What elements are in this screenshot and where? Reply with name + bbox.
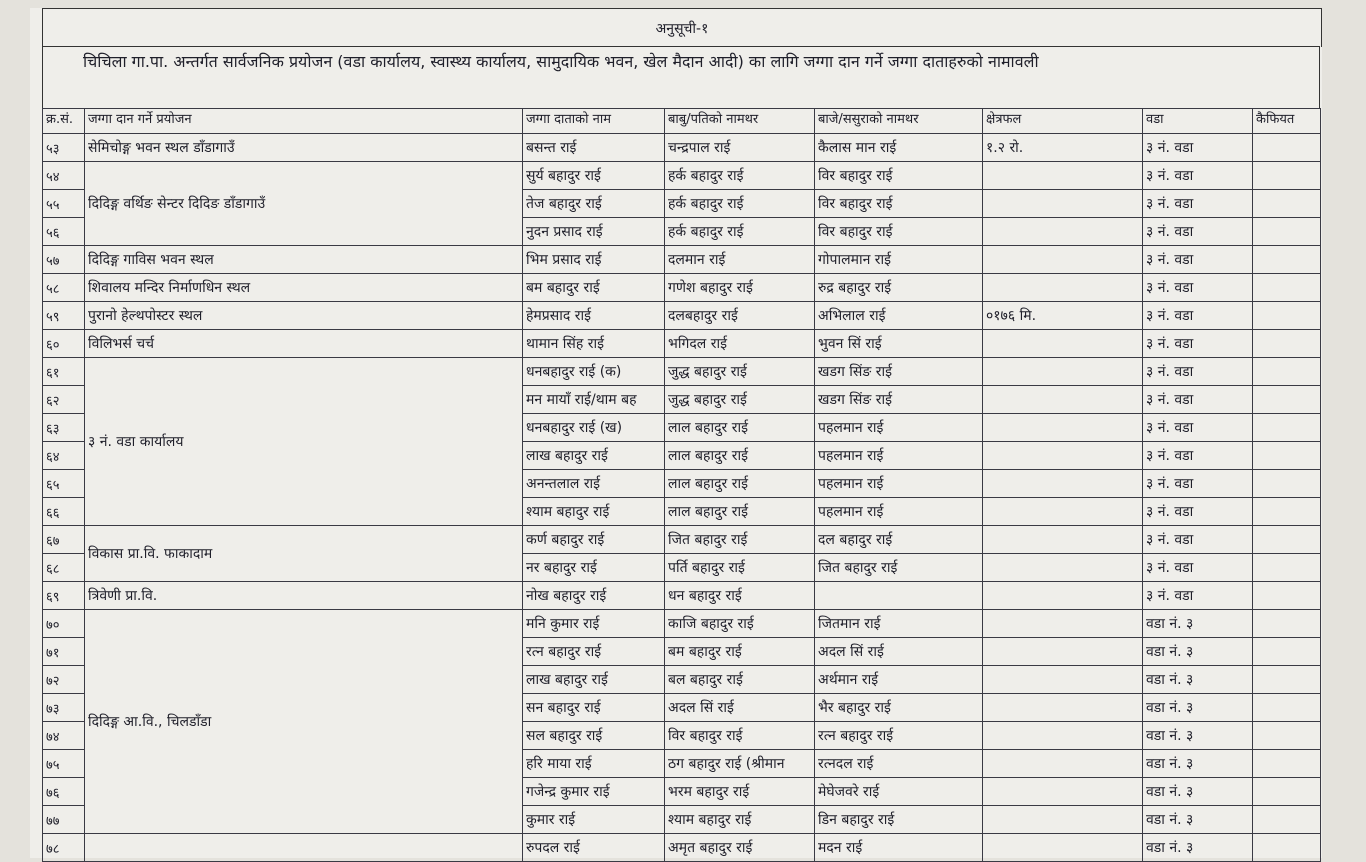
remark-cell: [1253, 694, 1321, 722]
ward-cell: ३ नं. वडा: [1143, 330, 1253, 358]
ward-cell: वडा नं. ३: [1143, 722, 1253, 750]
grandfather-name-cell: विर बहादुर राई: [815, 218, 983, 246]
donor-name-cell: बसन्त राई: [523, 134, 665, 162]
donor-name-cell: नुदन प्रसाद राई: [523, 218, 665, 246]
ward-cell: ३ नं. वडा: [1143, 190, 1253, 218]
serial-cell: ६१: [43, 358, 85, 386]
donor-name-cell: कर्ण बहादुर राई: [523, 526, 665, 554]
serial-cell: ६८: [43, 554, 85, 582]
ward-cell: ३ नं. वडा: [1143, 470, 1253, 498]
remark-cell: [1253, 834, 1321, 862]
col-header-grandfather: बाजे/ससुराको नामथर: [815, 109, 983, 134]
father-name-cell: विर बहादुर राई: [665, 722, 815, 750]
ward-cell: ३ नं. वडा: [1143, 358, 1253, 386]
remark-cell: [1253, 610, 1321, 638]
table-row: [43, 526, 1321, 554]
donor-name-cell: हरि माया राई: [523, 750, 665, 778]
table-row: [43, 582, 1321, 610]
ward-cell: ३ नं. वडा: [1143, 442, 1253, 470]
donor-name-cell: थामान सिंह राई: [523, 330, 665, 358]
serial-cell: ६४: [43, 442, 85, 470]
donor-name-cell: अनन्तलाल राई: [523, 470, 665, 498]
purpose-cell: ३ नं. वडा कार्यालय: [85, 358, 523, 526]
area-cell: [983, 554, 1143, 582]
father-name-cell: बम बहादुर राई: [665, 638, 815, 666]
grandfather-name-cell: पहलमान राई: [815, 442, 983, 470]
area-cell: [983, 246, 1143, 274]
col-header-father: बाबु/पतिको नामथर: [665, 109, 815, 134]
serial-cell: ६५: [43, 470, 85, 498]
serial-cell: ५४: [43, 162, 85, 190]
grandfather-name-cell: अदल सिं राई: [815, 638, 983, 666]
table-row: [43, 358, 1321, 386]
purpose-cell: सेमिचोङ्ग भवन स्थल डाँडागाउँ: [85, 134, 523, 162]
ward-cell: ३ नं. वडा: [1143, 386, 1253, 414]
father-name-cell: ठग बहादुर राई (श्रीमान: [665, 750, 815, 778]
grandfather-name-cell: भैर बहादुर राई: [815, 694, 983, 722]
ward-cell: ३ नं. वडा: [1143, 582, 1253, 610]
grandfather-name-cell: जितमान राई: [815, 610, 983, 638]
table-row: [43, 302, 1321, 330]
grandfather-name-cell: विर बहादुर राई: [815, 190, 983, 218]
father-name-cell: गणेश बहादुर राई: [665, 274, 815, 302]
ward-cell: वडा नं. ३: [1143, 834, 1253, 862]
document-sheet: [30, 8, 1322, 858]
area-cell: [983, 498, 1143, 526]
remark-cell: [1253, 582, 1321, 610]
father-name-cell: हर्क बहादुर राई: [665, 162, 815, 190]
serial-cell: ७३: [43, 694, 85, 722]
donor-name-cell: गजेन्द्र कुमार राई: [523, 778, 665, 806]
area-cell: [983, 470, 1143, 498]
area-cell: [983, 218, 1143, 246]
table-row: [43, 134, 1321, 162]
donor-name-cell: मनि कुमार राई: [523, 610, 665, 638]
remark-cell: [1253, 498, 1321, 526]
area-cell: १.२ रो.: [983, 134, 1143, 162]
remark-cell: [1253, 554, 1321, 582]
document-title: चिचिला गा.पा. अन्तर्गत सार्वजनिक प्रयोजन (वडा कार्यालय, स्वास्थ्य कार्यालय, सामुदायिक भवन, खेल मैदान आदी) का लागि जग्गा दान गर्ने जग्गा दाताहरुको नामावली: [42, 46, 1320, 108]
remark-cell: [1253, 638, 1321, 666]
area-cell: [983, 526, 1143, 554]
remark-cell: [1253, 722, 1321, 750]
grandfather-name-cell: [815, 582, 983, 610]
remark-cell: [1253, 750, 1321, 778]
ward-cell: ३ नं. वडा: [1143, 554, 1253, 582]
donor-name-cell: लाख बहादुर राई: [523, 442, 665, 470]
serial-cell: ६३: [43, 414, 85, 442]
remark-cell: [1253, 190, 1321, 218]
donor-name-cell: भिम प्रसाद राई: [523, 246, 665, 274]
grandfather-name-cell: गोपालमान राई: [815, 246, 983, 274]
area-cell: [983, 610, 1143, 638]
serial-cell: ७७: [43, 806, 85, 834]
father-name-cell: जित बहादुर राई: [665, 526, 815, 554]
col-header-purpose: जग्गा दान गर्ने प्रयोजन: [85, 109, 523, 134]
area-cell: [983, 694, 1143, 722]
donor-name-cell: बम बहादुर राई: [523, 274, 665, 302]
table-row: [43, 246, 1321, 274]
serial-cell: ५८: [43, 274, 85, 302]
ward-cell: ३ नं. वडा: [1143, 526, 1253, 554]
father-name-cell: लाल बहादुर राई: [665, 414, 815, 442]
area-cell: [983, 834, 1143, 862]
col-header-remark: कैफियत: [1253, 109, 1321, 134]
ward-cell: ३ नं. वडा: [1143, 302, 1253, 330]
purpose-cell: दिदिङ्ग वर्थिङ सेन्टर दिदिङ डाँडागाउँ: [85, 162, 523, 246]
col-header-donor: जग्गा दाताको नाम: [523, 109, 665, 134]
ward-cell: वडा नं. ३: [1143, 778, 1253, 806]
grandfather-name-cell: अभिलाल राई: [815, 302, 983, 330]
father-name-cell: दलमान राई: [665, 246, 815, 274]
donor-name-cell: सल बहादुर राई: [523, 722, 665, 750]
purpose-cell: त्रिवेणी प्रा.वि.: [85, 582, 523, 610]
father-name-cell: पर्ति बहादुर राई: [665, 554, 815, 582]
father-name-cell: भरम बहादुर राई: [665, 778, 815, 806]
father-name-cell: हर्क बहादुर राई: [665, 190, 815, 218]
ward-cell: ३ नं. वडा: [1143, 134, 1253, 162]
remark-cell: [1253, 162, 1321, 190]
ward-cell: ३ नं. वडा: [1143, 498, 1253, 526]
area-cell: [983, 582, 1143, 610]
serial-cell: ७२: [43, 666, 85, 694]
donor-name-cell: हेमप्रसाद राई: [523, 302, 665, 330]
remark-cell: [1253, 442, 1321, 470]
area-cell: [983, 414, 1143, 442]
remark-cell: [1253, 666, 1321, 694]
serial-cell: ६६: [43, 498, 85, 526]
father-name-cell: लाल बहादुर राई: [665, 498, 815, 526]
purpose-cell: दिदिङ्ग आ.वि., चिलडाँडा: [85, 610, 523, 834]
serial-cell: ५९: [43, 302, 85, 330]
grandfather-name-cell: डिन बहादुर राई: [815, 806, 983, 834]
ward-cell: वडा नं. ३: [1143, 806, 1253, 834]
area-cell: [983, 778, 1143, 806]
father-name-cell: काजि बहादुर राई: [665, 610, 815, 638]
serial-cell: ७५: [43, 750, 85, 778]
table-header-row: [43, 109, 1321, 134]
serial-cell: ७४: [43, 722, 85, 750]
remark-cell: [1253, 358, 1321, 386]
grandfather-name-cell: रत्नदल राई: [815, 750, 983, 778]
donor-name-cell: कुमार राई: [523, 806, 665, 834]
serial-cell: ७०: [43, 610, 85, 638]
serial-cell: ७८: [43, 834, 85, 862]
grandfather-name-cell: जित बहादुर राई: [815, 554, 983, 582]
grandfather-name-cell: अर्थमान राई: [815, 666, 983, 694]
father-name-cell: लाल बहादुर राई: [665, 442, 815, 470]
remark-cell: [1253, 414, 1321, 442]
serial-cell: ६०: [43, 330, 85, 358]
donor-name-cell: धनबहादुर राई (ख): [523, 414, 665, 442]
ward-cell: वडा नं. ३: [1143, 666, 1253, 694]
table-row: [43, 330, 1321, 358]
grandfather-name-cell: खडग सिंङ राई: [815, 386, 983, 414]
area-cell: [983, 358, 1143, 386]
father-name-cell: अमृत बहादुर राई: [665, 834, 815, 862]
father-name-cell: जुद्ध बहादुर राई: [665, 386, 815, 414]
donor-name-cell: सन बहादुर राई: [523, 694, 665, 722]
donor-name-cell: नोख बहादुर राई: [523, 582, 665, 610]
father-name-cell: बल बहादुर राई: [665, 666, 815, 694]
grandfather-name-cell: विर बहादुर राई: [815, 162, 983, 190]
purpose-cell: शिवालय मन्दिर निर्माणधिन स्थल: [85, 274, 523, 302]
serial-cell: ५७: [43, 246, 85, 274]
table-body: [43, 134, 1321, 862]
area-cell: [983, 274, 1143, 302]
grandfather-name-cell: पहलमान राई: [815, 498, 983, 526]
grandfather-name-cell: मेघेजवरे राई: [815, 778, 983, 806]
purpose-cell: दिदिङ्ग गाविस भवन स्थल: [85, 246, 523, 274]
remark-cell: [1253, 806, 1321, 834]
donor-table: [42, 108, 1321, 862]
table-row: [43, 834, 1321, 862]
col-header-area: क्षेत्रफल: [983, 109, 1143, 134]
ward-cell: ३ नं. वडा: [1143, 274, 1253, 302]
area-cell: [983, 442, 1143, 470]
donor-name-cell: धनबहादुर राई (क): [523, 358, 665, 386]
table-row: [43, 162, 1321, 190]
remark-cell: [1253, 386, 1321, 414]
ward-cell: ३ नं. वडा: [1143, 162, 1253, 190]
area-cell: [983, 330, 1143, 358]
serial-cell: ७१: [43, 638, 85, 666]
serial-cell: ५६: [43, 218, 85, 246]
grandfather-name-cell: मदन राई: [815, 834, 983, 862]
grandfather-name-cell: दल बहादुर राई: [815, 526, 983, 554]
purpose-cell: विलिभर्स चर्च: [85, 330, 523, 358]
grandfather-name-cell: रत्न बहादुर राई: [815, 722, 983, 750]
area-cell: ०१७६ मि.: [983, 302, 1143, 330]
donor-name-cell: श्याम बहादुर राई: [523, 498, 665, 526]
purpose-cell: विकास प्रा.वि. फाकादाम: [85, 526, 523, 582]
donor-name-cell: मन मायाँ राई/थाम बह: [523, 386, 665, 414]
donor-name-cell: रत्न बहादुर राई: [523, 638, 665, 666]
father-name-cell: धन बहादुर राई: [665, 582, 815, 610]
remark-cell: [1253, 134, 1321, 162]
purpose-cell: [85, 834, 523, 862]
father-name-cell: चन्द्रपाल राई: [665, 134, 815, 162]
remark-cell: [1253, 274, 1321, 302]
remark-cell: [1253, 778, 1321, 806]
remark-cell: [1253, 246, 1321, 274]
col-header-serial: क्र.सं.: [43, 109, 85, 134]
father-name-cell: श्याम बहादुर राई: [665, 806, 815, 834]
area-cell: [983, 806, 1143, 834]
father-name-cell: भगिदल राई: [665, 330, 815, 358]
ward-cell: ३ नं. वडा: [1143, 218, 1253, 246]
schedule-label: अनुसूची-१: [42, 8, 1322, 47]
serial-cell: ६९: [43, 582, 85, 610]
remark-cell: [1253, 330, 1321, 358]
area-cell: [983, 190, 1143, 218]
serial-cell: ५३: [43, 134, 85, 162]
ward-cell: वडा नं. ३: [1143, 750, 1253, 778]
grandfather-name-cell: कैलास मान राई: [815, 134, 983, 162]
grandfather-name-cell: खडग सिंङ राई: [815, 358, 983, 386]
area-cell: [983, 162, 1143, 190]
remark-cell: [1253, 470, 1321, 498]
table-row: [43, 610, 1321, 638]
father-name-cell: जुद्ध बहादुर राई: [665, 358, 815, 386]
donor-name-cell: नर बहादुर राई: [523, 554, 665, 582]
father-name-cell: लाल बहादुर राई: [665, 470, 815, 498]
col-header-ward: वडा: [1143, 109, 1253, 134]
donor-name-cell: रुपदल राई: [523, 834, 665, 862]
grandfather-name-cell: पहलमान राई: [815, 414, 983, 442]
serial-cell: ६२: [43, 386, 85, 414]
area-cell: [983, 666, 1143, 694]
serial-cell: ६७: [43, 526, 85, 554]
remark-cell: [1253, 526, 1321, 554]
area-cell: [983, 722, 1143, 750]
serial-cell: ७६: [43, 778, 85, 806]
father-name-cell: हर्क बहादुर राई: [665, 218, 815, 246]
ward-cell: वडा नं. ३: [1143, 694, 1253, 722]
donor-name-cell: लाख बहादुर राई: [523, 666, 665, 694]
area-cell: [983, 750, 1143, 778]
father-name-cell: दलबहादुर राई: [665, 302, 815, 330]
ward-cell: वडा नं. ३: [1143, 610, 1253, 638]
serial-cell: ५५: [43, 190, 85, 218]
donor-name-cell: तेज बहादुर राई: [523, 190, 665, 218]
remark-cell: [1253, 302, 1321, 330]
area-cell: [983, 386, 1143, 414]
grandfather-name-cell: पहलमान राई: [815, 470, 983, 498]
area-cell: [983, 638, 1143, 666]
purpose-cell: पुरानो हेल्थपोस्टर स्थल: [85, 302, 523, 330]
ward-cell: ३ नं. वडा: [1143, 246, 1253, 274]
ward-cell: वडा नं. ३: [1143, 638, 1253, 666]
father-name-cell: अदल सिं राई: [665, 694, 815, 722]
grandfather-name-cell: रुद्र बहादुर राई: [815, 274, 983, 302]
table-row: [43, 274, 1321, 302]
remark-cell: [1253, 218, 1321, 246]
ward-cell: ३ नं. वडा: [1143, 414, 1253, 442]
donor-name-cell: सुर्य बहादुर राई: [523, 162, 665, 190]
grandfather-name-cell: भुवन सिं राई: [815, 330, 983, 358]
